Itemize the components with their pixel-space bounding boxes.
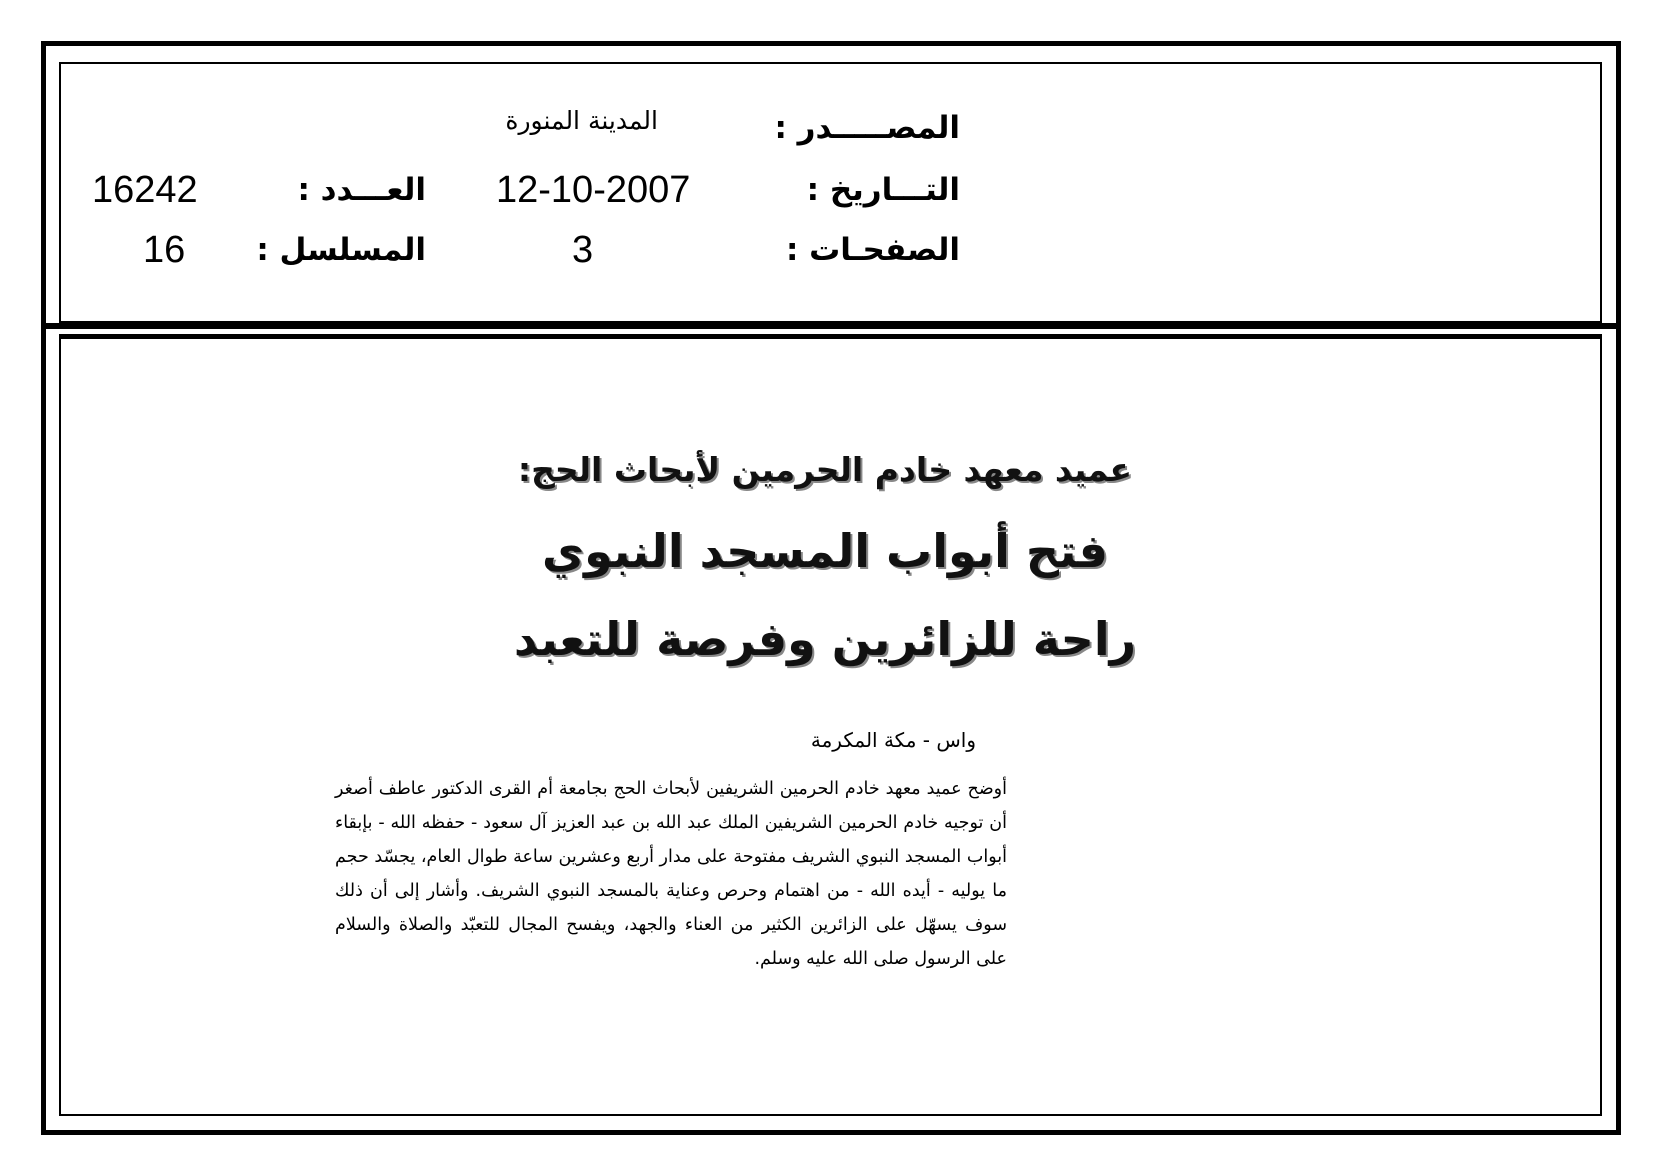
header-divider <box>41 323 1621 329</box>
date-value: 12-10-2007 <box>496 169 691 211</box>
article-body: أوضح عميد معهد خادم الحرمين الشريفين لأبحاث الحج بجامعة أم القرى الدكتور عاطف أصغر أن توجيه خادم الحرمين الشريفين الملك عبد الله بن عبد العزيز آل سعود - حفظه الله - بإبقاء أبواب المسجد النبوي الشريف مفتوحة على مدار أربع وعشرين ساعة طوال العام، يجسّد حجم ما يوليه - أيده الله - من اهتمام وحرص وعناية بالمسجد النبوي الشريف. وأشار إلى أن ذلك سوف يسهّل على الزائرين الكثير من العناء والجهد، ويفسح المجال للتعبّد والصلاة والسلام على الرسول صلى الله عليه وسلم. <box>335 779 1007 969</box>
source-label: المصـــــدر : <box>774 110 960 146</box>
serial-value: 16 <box>143 229 186 271</box>
pages-value: 3 <box>572 229 594 271</box>
article-dateline: واس - مكة المكرمة <box>810 728 976 752</box>
article-title-line2: راحة للزائرين وفرصة للتعبد <box>513 612 1137 666</box>
article-kicker: عميد معهد خادم الحرمين لأبحاث الحج: <box>517 450 1133 489</box>
article-title-line1: فتح أبواب المسجد النبوي <box>542 524 1108 578</box>
issue-value: 16242 <box>92 169 198 211</box>
issue-label: العـــدد : <box>297 172 426 208</box>
pages-label: الصفحـات : <box>785 232 960 268</box>
source-value: المدينة المنورة <box>505 106 658 135</box>
date-label: التـــاريخ : <box>806 172 960 208</box>
serial-label: المسلسل : <box>256 232 426 268</box>
